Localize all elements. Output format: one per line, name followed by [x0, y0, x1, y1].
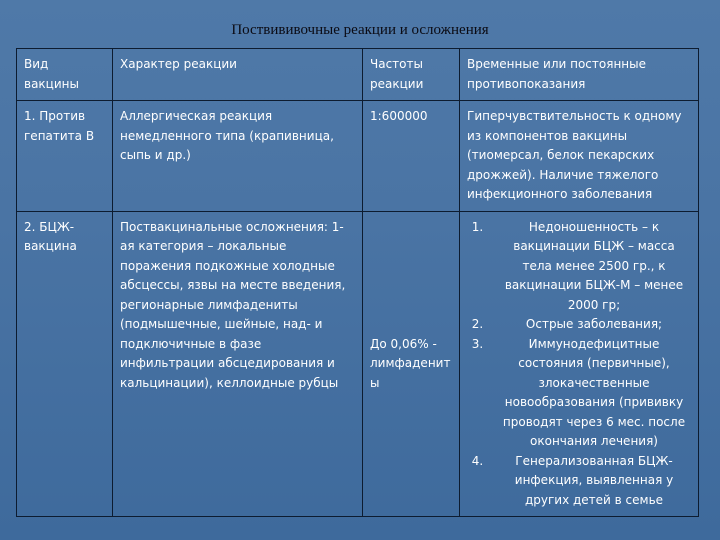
- frequency-cell: 1:600000: [363, 101, 460, 212]
- table-row: [17, 211, 699, 517]
- list-item: 3. Иммунодефицитные состояния (первичные), злокачественные новообразования (прививку проводят через 6 мес. после окончания лечения): [487, 335, 691, 452]
- header-row: [17, 49, 699, 101]
- list-item: 2. Острые заболевания;: [487, 315, 691, 335]
- contraindications-cell: Гиперчувствительность к одному из компонентов вакцины (тиомерсал, белок пекарских дрожжей). Наличие тяжелого инфекционного заболевания: [460, 101, 699, 212]
- contraindications-list: [467, 218, 691, 511]
- frequency-cell: До 0,06% - лимфаденит ы: [363, 211, 460, 517]
- header-cell-contraindications: Временные или постоянные противопоказания: [460, 49, 699, 101]
- header-cell-reaction: Характер реакции: [113, 49, 363, 101]
- contraindications-cell: [460, 211, 699, 517]
- table-row: [17, 101, 699, 212]
- slide-title: Поствививочные реакции и осложнения: [231, 22, 489, 38]
- vaccine-cell: 1. Против гепатита В: [17, 101, 113, 212]
- header-cell-vaccine: Вид вакцины: [17, 49, 113, 101]
- list-item: 4. Генерализованная БЦЖ-инфекция, выявленная у других детей в семье: [487, 452, 691, 511]
- reaction-cell: Аллергическая реакция немедленного типа (крапивница, сыпь и др.): [113, 101, 363, 212]
- list-item: 1. Недоношенность – к вакцинации БЦЖ – масса тела менее 2500 гр., к вакцинации БЦЖ-М – менее 2000 гр;: [487, 218, 691, 316]
- vaccine-cell: 2. БЦЖ-вакцина: [17, 211, 113, 517]
- header-cell-frequency: Частоты реакции: [363, 49, 460, 101]
- vaccine-table: [16, 48, 699, 517]
- reaction-cell: Поствакцинальные осложнения: 1-ая категория – локальные поражения подкожные холодные абсцессы, язвы на месте введения, регионарные лимфадениты (подмышечные, шейные, над- и подключичные в фазе инфильтрации абсцедирования и кальцинации), келлоидные рубцы: [113, 211, 363, 517]
